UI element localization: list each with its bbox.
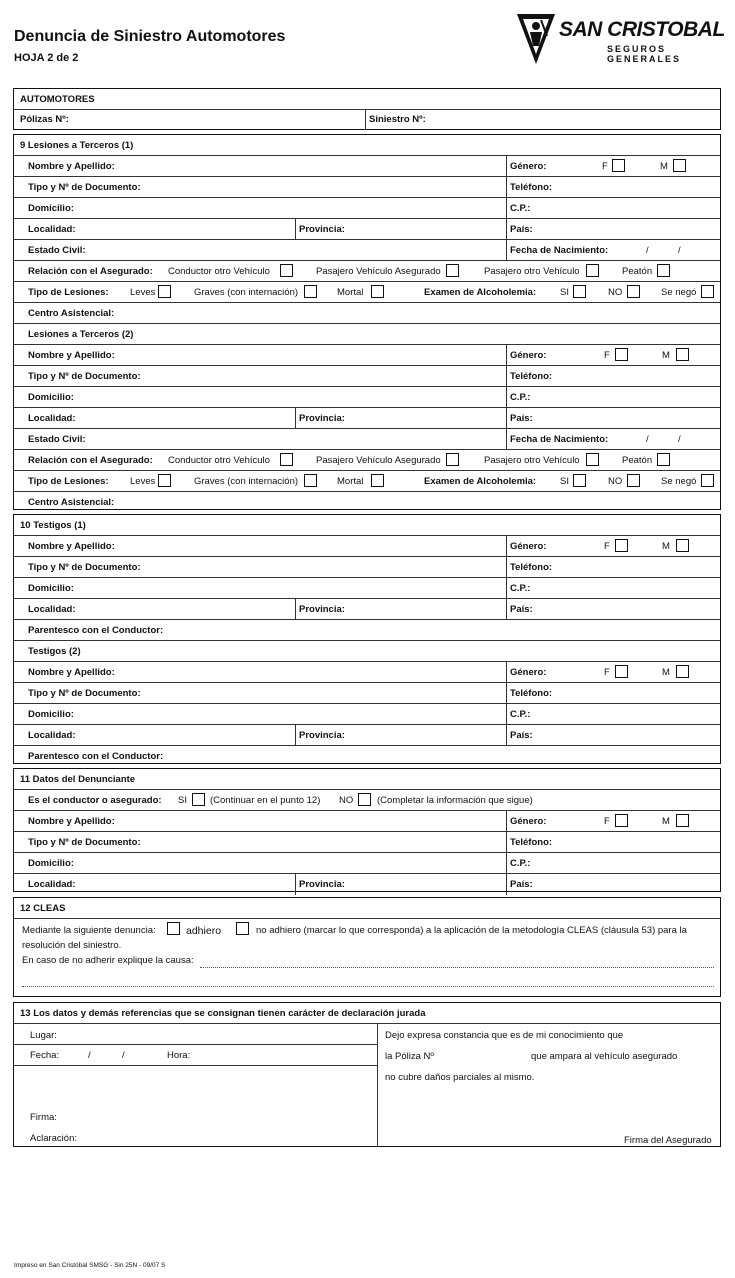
alcoholemia-no-checkbox[interactable] bbox=[627, 474, 640, 487]
tipo-doc-field[interactable]: Tipo y Nº de Documento: bbox=[28, 837, 141, 848]
provincia-field[interactable]: Provincia: bbox=[295, 219, 506, 239]
alcoholemia-no-checkbox[interactable] bbox=[627, 285, 640, 298]
provincia-field[interactable]: Provincia: bbox=[295, 725, 506, 745]
cleas-text-3: resolución del siniestro. bbox=[22, 940, 122, 951]
mortal-checkbox[interactable] bbox=[371, 474, 384, 487]
genero-m-checkbox[interactable] bbox=[676, 348, 689, 361]
tipo-lesiones-label: Tipo de Lesiones: bbox=[28, 287, 109, 298]
declaracion-title: 13 Los datos y demás referencias que se consignan tienen carácter de declaración jurada bbox=[20, 1008, 426, 1019]
conductor-otro-label: Conductor otro Vehículo bbox=[168, 455, 270, 466]
logo-subtitle: SEGUROS GENERALES bbox=[607, 44, 682, 64]
denunciante-section bbox=[13, 768, 721, 892]
denunciante-si-note: (Continuar en el punto 12) bbox=[210, 795, 321, 806]
pasajero-asegurado-label: Pasajero Vehículo Asegurado bbox=[316, 266, 441, 277]
graves-label: Graves (con internación) bbox=[194, 287, 299, 298]
fecha-nac-field[interactable] bbox=[506, 429, 720, 449]
genero-m-checkbox[interactable] bbox=[676, 665, 689, 678]
peaton-checkbox[interactable] bbox=[657, 264, 670, 277]
automotores-title: AUTOMOTORES bbox=[20, 94, 95, 105]
localidad-field[interactable]: Localidad: bbox=[28, 413, 76, 424]
hora-field[interactable]: Hora: bbox=[167, 1050, 191, 1061]
se-nego-label: Se negó bbox=[661, 287, 697, 298]
localidad-field[interactable]: Localidad: bbox=[28, 604, 76, 615]
pais-field[interactable]: País: bbox=[506, 599, 720, 619]
telefono-field[interactable]: Teléfono: bbox=[506, 366, 720, 386]
peaton-label: Peatón bbox=[622, 266, 653, 277]
genero-m-label: M bbox=[662, 350, 670, 361]
graves-checkbox[interactable] bbox=[304, 474, 317, 487]
nombre-field[interactable]: Nombre y Apellido: bbox=[28, 667, 115, 678]
date-slash: / bbox=[88, 1050, 91, 1061]
localidad-field[interactable]: Localidad: bbox=[28, 730, 76, 741]
mortal-checkbox[interactable] bbox=[371, 285, 384, 298]
domicilio-field[interactable]: Domicilio: bbox=[28, 583, 74, 594]
telefono-field[interactable]: Teléfono: bbox=[506, 683, 720, 703]
tipo-doc-field[interactable]: Tipo y Nº de Documento: bbox=[28, 371, 141, 382]
firma-field[interactable]: Firma: bbox=[30, 1112, 57, 1123]
cp-field[interactable]: C.P.: bbox=[506, 198, 720, 218]
cp-field[interactable]: C.P.: bbox=[506, 704, 720, 724]
fecha-nac-label: Fecha de Nacimiento: bbox=[510, 434, 609, 445]
denunciante-no-label: NO bbox=[339, 795, 354, 806]
se-nego-label: Se negó bbox=[661, 476, 697, 487]
aclaracion-field[interactable]: Aclaración: bbox=[30, 1133, 77, 1144]
nombre-field[interactable]: Nombre y Apellido: bbox=[28, 541, 115, 552]
telefono-field[interactable]: Teléfono: bbox=[506, 177, 720, 197]
declaracion-divider bbox=[377, 1023, 378, 1146]
cleas-section bbox=[13, 897, 721, 997]
lesiones-section bbox=[13, 134, 721, 510]
fecha-nac-label: Fecha de Nacimiento: bbox=[510, 245, 609, 256]
automotores-section bbox=[13, 88, 721, 130]
alcoholemia-label: Examen de Alcoholemia: bbox=[424, 287, 537, 298]
cleas-reason-line-2[interactable] bbox=[22, 986, 714, 987]
no-adhiero-checkbox[interactable] bbox=[236, 922, 249, 935]
graves-label: Graves (con internación) bbox=[194, 476, 299, 487]
pasajero-otro-checkbox[interactable] bbox=[586, 453, 599, 466]
genero-m-label: M bbox=[662, 816, 670, 827]
genero-m-checkbox[interactable] bbox=[676, 539, 689, 552]
relacion-label: Relación con el Asegurado: bbox=[28, 455, 153, 466]
pasajero-asegurado-checkbox[interactable] bbox=[446, 453, 459, 466]
genero-f-label: F bbox=[604, 667, 610, 678]
relacion-label: Relación con el Asegurado: bbox=[28, 266, 153, 277]
nombre-field[interactable]: Nombre y Apellido: bbox=[28, 350, 115, 361]
genero-f-label: F bbox=[604, 541, 610, 552]
provincia-field[interactable]: Provincia: bbox=[295, 599, 506, 619]
tipo-doc-field[interactable]: Tipo y Nº de Documento: bbox=[28, 562, 141, 573]
alcoholemia-label: Examen de Alcoholemia: bbox=[424, 476, 537, 487]
provincia-field[interactable]: Provincia: bbox=[295, 408, 506, 428]
lesiones-title-2: Lesiones a Terceros (2) bbox=[28, 329, 134, 340]
genero-m-checkbox[interactable] bbox=[673, 159, 686, 172]
mortal-label: Mortal bbox=[337, 287, 364, 298]
centro-asistencial-field[interactable]: Centro Asistencial: bbox=[28, 497, 115, 508]
leves-checkbox[interactable] bbox=[158, 285, 171, 298]
telefono-field[interactable]: Teléfono: bbox=[506, 832, 720, 852]
genero-f-checkbox[interactable] bbox=[615, 539, 628, 552]
graves-checkbox[interactable] bbox=[304, 285, 317, 298]
cleas-text-4: En caso de no adherir explique la causa: bbox=[22, 955, 194, 966]
siniestro-field[interactable]: Siniestro Nº: bbox=[365, 109, 720, 130]
alcoholemia-si-checkbox[interactable] bbox=[573, 474, 586, 487]
estado-civil-field[interactable]: Estado Civil: bbox=[28, 434, 86, 445]
cleas-text-1: Mediante la siguiente denuncia: bbox=[22, 925, 156, 936]
declaracion-section bbox=[13, 1002, 721, 1147]
fecha-field[interactable]: Fecha: bbox=[30, 1050, 60, 1061]
genero-m-label: M bbox=[662, 667, 670, 678]
denunciante-si-checkbox[interactable] bbox=[192, 793, 205, 806]
firma-asegurado-label[interactable]: Firma del Asegurado bbox=[624, 1135, 712, 1146]
adhiero-checkbox[interactable] bbox=[167, 922, 180, 935]
cleas-reason-line[interactable] bbox=[200, 967, 714, 968]
parentesco-field[interactable]: Parentesco con el Conductor: bbox=[28, 751, 164, 762]
alcoholemia-si-label: SI bbox=[560, 476, 569, 487]
adhiero-label: adhiero bbox=[186, 925, 222, 937]
genero-f-label: F bbox=[604, 816, 610, 827]
conductor-otro-checkbox[interactable] bbox=[280, 264, 293, 277]
tipo-doc-field[interactable]: Tipo y Nº de Documento: bbox=[28, 182, 141, 193]
genero-m-label: M bbox=[662, 541, 670, 552]
date-slash: / bbox=[122, 1050, 125, 1061]
domicilio-field[interactable]: Domicilio: bbox=[28, 203, 74, 214]
leves-label: Leves bbox=[130, 287, 156, 298]
tipo-lesiones-label: Tipo de Lesiones: bbox=[28, 476, 109, 487]
date-slash: / bbox=[646, 245, 649, 256]
cp-field[interactable]: C.P.: bbox=[506, 578, 720, 598]
denunciante-title: 11 Datos del Denunciante bbox=[20, 774, 136, 785]
company-logo bbox=[515, 10, 727, 66]
domicilio-field[interactable]: Domicilio: bbox=[28, 709, 74, 720]
pasajero-otro-checkbox[interactable] bbox=[586, 264, 599, 277]
cp-field[interactable]: C.P.: bbox=[506, 853, 720, 873]
form-title: Denuncia de Siniestro Automotores bbox=[14, 28, 286, 45]
polizas-field[interactable]: Pólizas Nº: bbox=[20, 114, 69, 125]
genero-label: Género: bbox=[510, 541, 547, 552]
peaton-label: Peatón bbox=[622, 455, 653, 466]
pais-field[interactable]: País: bbox=[506, 725, 720, 745]
constancia-text-3: no cubre daños parciales al mismo. bbox=[385, 1072, 535, 1083]
domicilio-field[interactable]: Domicilio: bbox=[28, 858, 74, 869]
shield-figure-icon bbox=[515, 10, 559, 66]
denunciante-si-label: SI bbox=[178, 795, 187, 806]
pasajero-otro-label: Pasajero otro Vehículo bbox=[484, 455, 580, 466]
testigos-title-1: 10 Testigos (1) bbox=[20, 520, 86, 531]
genero-m-label: M bbox=[660, 161, 668, 172]
leves-checkbox[interactable] bbox=[158, 474, 171, 487]
conductor-otro-label: Conductor otro Vehículo bbox=[168, 266, 270, 277]
pasajero-asegurado-checkbox[interactable] bbox=[446, 264, 459, 277]
estado-civil-field[interactable]: Estado Civil: bbox=[28, 245, 86, 256]
sheet-number: HOJA 2 de 2 bbox=[14, 52, 79, 64]
domicilio-field[interactable]: Domicilio: bbox=[28, 392, 74, 403]
pais-field[interactable]: País: bbox=[506, 408, 720, 428]
fecha-nac-field[interactable] bbox=[506, 240, 720, 260]
genero-label: Género: bbox=[510, 816, 547, 827]
genero-f-checkbox[interactable] bbox=[615, 814, 628, 827]
telefono-field[interactable]: Teléfono: bbox=[506, 557, 720, 577]
print-footer: Impreso en San Cristóbal SMSG - Sin 25N - 09/07 S bbox=[14, 1262, 166, 1269]
nombre-field[interactable]: Nombre y Apellido: bbox=[28, 816, 115, 827]
cleas-title: 12 CLEAS bbox=[20, 903, 66, 914]
date-slash: / bbox=[678, 245, 681, 256]
genero-label: Género: bbox=[510, 350, 547, 361]
genero-label: Género: bbox=[510, 667, 547, 678]
genero-f-checkbox[interactable] bbox=[615, 348, 628, 361]
alcoholemia-no-label: NO bbox=[608, 476, 623, 487]
peaton-checkbox[interactable] bbox=[657, 453, 670, 466]
cleas-text-2: no adhiero (marcar lo que corresponda) a la aplicación de la metodología CLEAS (cláusula 53) para la bbox=[256, 925, 687, 936]
conductor-otro-checkbox[interactable] bbox=[280, 453, 293, 466]
genero-f-checkbox[interactable] bbox=[612, 159, 625, 172]
localidad-field[interactable]: Localidad: bbox=[28, 879, 76, 890]
genero-f-checkbox[interactable] bbox=[615, 665, 628, 678]
lugar-field[interactable]: Lugar: bbox=[30, 1030, 57, 1041]
tipo-doc-field[interactable]: Tipo y Nº de Documento: bbox=[28, 688, 141, 699]
alcoholemia-si-checkbox[interactable] bbox=[573, 285, 586, 298]
date-slash: / bbox=[678, 434, 681, 445]
alcoholemia-no-label: NO bbox=[608, 287, 623, 298]
testigos-section bbox=[13, 514, 721, 764]
se-nego-checkbox[interactable] bbox=[701, 285, 714, 298]
cp-field[interactable]: C.P.: bbox=[506, 387, 720, 407]
genero-f-label: F bbox=[604, 350, 610, 361]
genero-label: Género: bbox=[510, 161, 547, 172]
constancia-text-2: que ampara al vehículo asegurado bbox=[531, 1051, 678, 1062]
denunciante-no-checkbox[interactable] bbox=[358, 793, 371, 806]
leves-label: Leves bbox=[130, 476, 156, 487]
nombre-field[interactable]: Nombre y Apellido: bbox=[28, 161, 115, 172]
conductor-question: Es el conductor o asegurado: bbox=[28, 795, 162, 806]
centro-asistencial-field[interactable]: Centro Asistencial: bbox=[28, 308, 115, 319]
pais-field[interactable]: País: bbox=[506, 219, 720, 239]
se-nego-checkbox[interactable] bbox=[701, 474, 714, 487]
genero-f-label: F bbox=[602, 161, 608, 172]
pasajero-otro-label: Pasajero otro Vehículo bbox=[484, 266, 580, 277]
lesiones-title-1: 9 Lesiones a Terceros (1) bbox=[20, 140, 134, 151]
constancia-text-1: Dejo expresa constancia que es de mi conocimiento que bbox=[385, 1030, 624, 1041]
logo-name: SAN CRISTOBAL bbox=[559, 18, 725, 41]
testigos-title-2: Testigos (2) bbox=[28, 646, 81, 657]
parentesco-field[interactable]: Parentesco con el Conductor: bbox=[28, 625, 164, 636]
pasajero-asegurado-label: Pasajero Vehículo Asegurado bbox=[316, 455, 441, 466]
mortal-label: Mortal bbox=[337, 476, 364, 487]
genero-m-checkbox[interactable] bbox=[676, 814, 689, 827]
denunciante-no-note: (Completar la información que sigue) bbox=[377, 795, 533, 806]
pais-field[interactable]: País: bbox=[506, 874, 720, 895]
localidad-field[interactable]: Localidad: bbox=[28, 224, 76, 235]
provincia-field[interactable]: Provincia: bbox=[295, 874, 506, 895]
constancia-poliza-label: la Póliza Nº bbox=[385, 1051, 434, 1062]
date-slash: / bbox=[646, 434, 649, 445]
alcoholemia-si-label: SI bbox=[560, 287, 569, 298]
